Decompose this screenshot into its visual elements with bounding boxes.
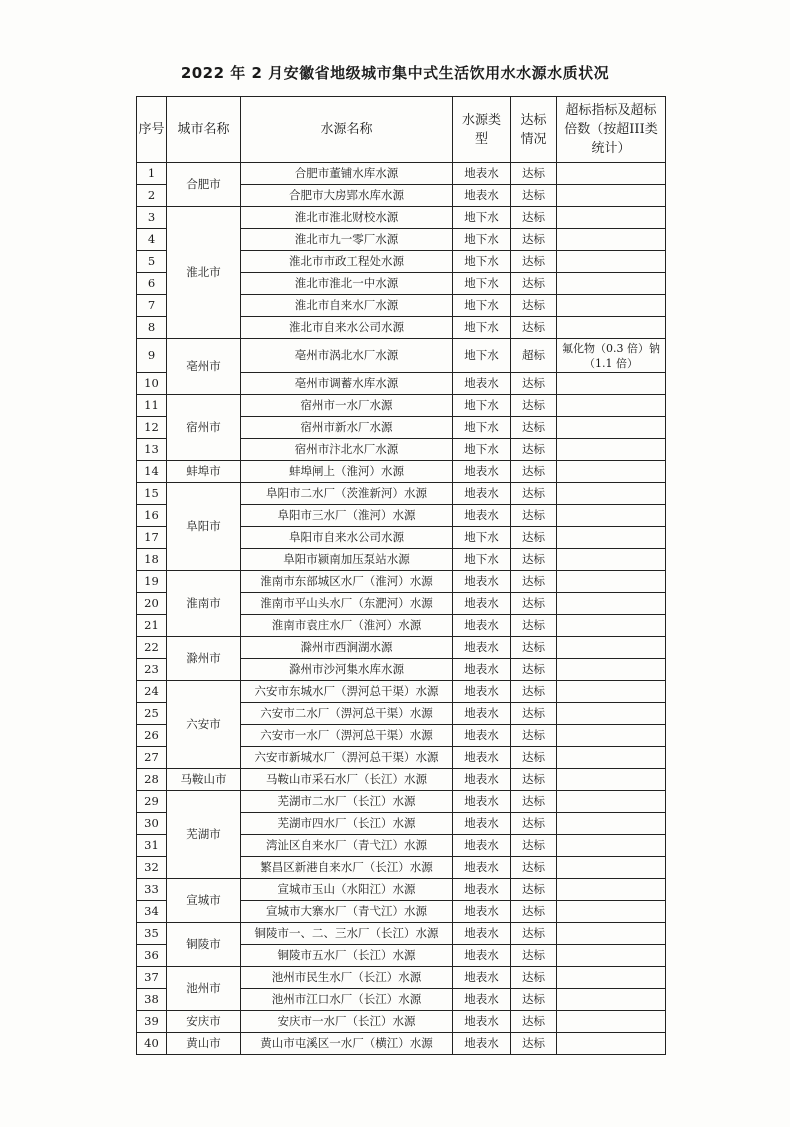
row-seq: 16	[137, 505, 167, 527]
source-type: 地表水	[453, 879, 511, 901]
source-name: 淮南市平山头水厂（东淝河）水源	[241, 593, 453, 615]
source-type: 地表水	[453, 923, 511, 945]
source-name: 六安市二水厂（淠河总干渠）水源	[241, 703, 453, 725]
row-seq: 10	[137, 373, 167, 395]
compliance-status: 达标	[511, 229, 557, 251]
row-seq: 25	[137, 703, 167, 725]
table-row	[137, 461, 666, 483]
exceed-indicator	[557, 505, 666, 527]
compliance-status: 达标	[511, 395, 557, 417]
compliance-status: 达标	[511, 857, 557, 879]
exceed-indicator	[557, 901, 666, 923]
compliance-status: 达标	[511, 945, 557, 967]
compliance-status: 达标	[511, 791, 557, 813]
row-seq: 8	[137, 317, 167, 339]
header-row	[137, 97, 666, 163]
compliance-status: 超标	[511, 339, 557, 373]
exceed-indicator	[557, 879, 666, 901]
table-row	[137, 879, 666, 901]
header-source: 水源名称	[241, 97, 453, 163]
exceed-indicator	[557, 395, 666, 417]
row-seq: 26	[137, 725, 167, 747]
source-name: 马鞍山市采石水厂（长江）水源	[241, 769, 453, 791]
row-seq: 9	[137, 339, 167, 373]
table-row	[137, 207, 666, 229]
header-seq: 序号	[137, 97, 167, 163]
exceed-indicator	[557, 273, 666, 295]
source-name: 繁昌区新港自来水厂（长江）水源	[241, 857, 453, 879]
exceed-indicator	[557, 207, 666, 229]
row-seq: 6	[137, 273, 167, 295]
compliance-status: 达标	[511, 1033, 557, 1055]
compliance-status: 达标	[511, 1011, 557, 1033]
compliance-status: 达标	[511, 317, 557, 339]
source-type: 地表水	[453, 615, 511, 637]
city-name: 铜陵市	[167, 923, 241, 967]
row-seq: 17	[137, 527, 167, 549]
row-seq: 27	[137, 747, 167, 769]
source-type: 地表水	[453, 703, 511, 725]
table-row	[137, 571, 666, 593]
row-seq: 12	[137, 417, 167, 439]
row-seq: 20	[137, 593, 167, 615]
table-row	[137, 483, 666, 505]
source-type: 地下水	[453, 417, 511, 439]
city-name: 宿州市	[167, 395, 241, 461]
row-seq: 40	[137, 1033, 167, 1055]
source-name: 阜阳市颍南加压泵站水源	[241, 549, 453, 571]
compliance-status: 达标	[511, 505, 557, 527]
city-name: 芜湖市	[167, 791, 241, 879]
table-row	[137, 967, 666, 989]
table-row	[137, 1011, 666, 1033]
compliance-status: 达标	[511, 185, 557, 207]
table-row	[137, 395, 666, 417]
source-name: 淮南市东部城区水厂（淮河）水源	[241, 571, 453, 593]
row-seq: 4	[137, 229, 167, 251]
exceed-indicator	[557, 769, 666, 791]
row-seq: 11	[137, 395, 167, 417]
source-type: 地下水	[453, 439, 511, 461]
row-seq: 21	[137, 615, 167, 637]
compliance-status: 达标	[511, 527, 557, 549]
row-seq: 32	[137, 857, 167, 879]
row-seq: 14	[137, 461, 167, 483]
source-name: 阜阳市三水厂（淮河）水源	[241, 505, 453, 527]
table-row	[137, 637, 666, 659]
header-city-label: 城市名称	[177, 122, 230, 137]
source-type: 地表水	[453, 185, 511, 207]
exceed-indicator	[557, 945, 666, 967]
source-type: 地下水	[453, 339, 511, 373]
city-name: 蚌埠市	[167, 461, 241, 483]
compliance-status: 达标	[511, 681, 557, 703]
compliance-status: 达标	[511, 163, 557, 185]
table-row	[137, 339, 666, 373]
row-seq: 1	[137, 163, 167, 185]
exceed-indicator	[557, 1011, 666, 1033]
source-name: 合肥市董铺水库水源	[241, 163, 453, 185]
source-name: 湾沚区自来水厂（青弋江）水源	[241, 835, 453, 857]
source-name: 宣城市大寨水厂（青弋江）水源	[241, 901, 453, 923]
source-name: 六安市新城水厂（淠河总干渠）水源	[241, 747, 453, 769]
source-name: 六安市东城水厂（淠河总干渠）水源	[241, 681, 453, 703]
compliance-status: 达标	[511, 461, 557, 483]
source-name: 淮北市淮北一中水源	[241, 273, 453, 295]
source-name: 池州市江口水厂（长江）水源	[241, 989, 453, 1011]
exceed-indicator	[557, 637, 666, 659]
row-seq: 23	[137, 659, 167, 681]
source-type: 地表水	[453, 461, 511, 483]
exceed-indicator	[557, 163, 666, 185]
header-type-label: 水源类型	[461, 112, 501, 147]
source-name: 滁州市西涧湖水源	[241, 637, 453, 659]
exceed-indicator	[557, 813, 666, 835]
city-name: 滁州市	[167, 637, 241, 681]
exceed-indicator: 氟化物（0.3 倍）钠（1.1 倍）	[557, 339, 666, 373]
exceed-indicator	[557, 373, 666, 395]
source-type: 地表水	[453, 989, 511, 1011]
source-name: 淮北市自来水公司水源	[241, 317, 453, 339]
source-type: 地表水	[453, 163, 511, 185]
page-title: 2022 年 2 月安徽省地级城市集中式生活饮用水水源水质状况	[180, 64, 610, 82]
city-name: 池州市	[167, 967, 241, 1011]
exceed-indicator	[557, 549, 666, 571]
source-name: 宣城市玉山（水阳江）水源	[241, 879, 453, 901]
source-type: 地下水	[453, 229, 511, 251]
source-type: 地表水	[453, 373, 511, 395]
source-type: 地表水	[453, 483, 511, 505]
exceed-indicator	[557, 703, 666, 725]
exceed-indicator	[557, 857, 666, 879]
source-type: 地表水	[453, 593, 511, 615]
source-type: 地表水	[453, 681, 511, 703]
city-name: 六安市	[167, 681, 241, 769]
exceed-indicator	[557, 185, 666, 207]
source-name: 六安市一水厂（淠河总干渠）水源	[241, 725, 453, 747]
compliance-status: 达标	[511, 483, 557, 505]
source-type: 地下水	[453, 273, 511, 295]
header-status	[511, 97, 557, 163]
table-row	[137, 769, 666, 791]
row-seq: 31	[137, 835, 167, 857]
row-seq: 19	[137, 571, 167, 593]
city-name: 合肥市	[167, 163, 241, 207]
row-seq: 39	[137, 1011, 167, 1033]
table-row	[137, 1033, 666, 1055]
source-name: 芜湖市四水厂（长江）水源	[241, 813, 453, 835]
compliance-status: 达标	[511, 879, 557, 901]
compliance-status: 达标	[511, 769, 557, 791]
table-row	[137, 163, 666, 185]
source-name: 阜阳市二水厂（茨淮新河）水源	[241, 483, 453, 505]
compliance-status: 达标	[511, 207, 557, 229]
source-name: 宿州市汴北水厂水源	[241, 439, 453, 461]
row-seq: 22	[137, 637, 167, 659]
source-type: 地下水	[453, 527, 511, 549]
source-name: 淮南市袁庄水厂（淮河）水源	[241, 615, 453, 637]
source-type: 地表水	[453, 901, 511, 923]
compliance-status: 达标	[511, 637, 557, 659]
source-name: 合肥市大房郢水库水源	[241, 185, 453, 207]
city-name: 亳州市	[167, 339, 241, 395]
compliance-status: 达标	[511, 615, 557, 637]
source-type: 地表水	[453, 725, 511, 747]
source-name: 铜陵市一、二、三水厂（长江）水源	[241, 923, 453, 945]
source-type: 地表水	[453, 659, 511, 681]
water-quality-table	[136, 96, 666, 1055]
row-seq: 29	[137, 791, 167, 813]
source-type: 地表水	[453, 747, 511, 769]
exceed-indicator	[557, 593, 666, 615]
header-exceed-label: 超标指标及超标倍数（按超III类统计）	[564, 103, 658, 156]
row-seq: 37	[137, 967, 167, 989]
row-seq: 30	[137, 813, 167, 835]
source-name: 铜陵市五水厂（长江）水源	[241, 945, 453, 967]
source-name: 淮北市九一零厂水源	[241, 229, 453, 251]
table-row	[137, 923, 666, 945]
compliance-status: 达标	[511, 901, 557, 923]
source-type: 地下水	[453, 317, 511, 339]
exceed-indicator	[557, 923, 666, 945]
compliance-status: 达标	[511, 439, 557, 461]
compliance-status: 达标	[511, 659, 557, 681]
row-seq: 35	[137, 923, 167, 945]
source-name: 蚌埠闸上（淮河）水源	[241, 461, 453, 483]
compliance-status: 达标	[511, 813, 557, 835]
compliance-status: 达标	[511, 549, 557, 571]
row-seq: 28	[137, 769, 167, 791]
table-row	[137, 681, 666, 703]
source-name: 淮北市自来水厂水源	[241, 295, 453, 317]
table-body	[137, 163, 666, 1055]
source-type: 地表水	[453, 637, 511, 659]
city-name: 阜阳市	[167, 483, 241, 571]
source-type: 地表水	[453, 967, 511, 989]
row-seq: 33	[137, 879, 167, 901]
city-name: 马鞍山市	[167, 769, 241, 791]
exceed-indicator	[557, 681, 666, 703]
compliance-status: 达标	[511, 703, 557, 725]
city-name: 淮南市	[167, 571, 241, 637]
row-seq: 2	[137, 185, 167, 207]
exceed-indicator	[557, 229, 666, 251]
row-seq: 36	[137, 945, 167, 967]
row-seq: 7	[137, 295, 167, 317]
source-name: 阜阳市自来水公司水源	[241, 527, 453, 549]
compliance-status: 达标	[511, 725, 557, 747]
exceed-indicator	[557, 439, 666, 461]
city-name: 安庆市	[167, 1011, 241, 1033]
header-type	[453, 97, 511, 163]
compliance-status: 达标	[511, 835, 557, 857]
row-seq: 15	[137, 483, 167, 505]
exceed-indicator	[557, 967, 666, 989]
row-seq: 3	[137, 207, 167, 229]
exceed-indicator	[557, 835, 666, 857]
row-seq: 5	[137, 251, 167, 273]
source-type: 地表水	[453, 791, 511, 813]
compliance-status: 达标	[511, 273, 557, 295]
exceed-indicator	[557, 571, 666, 593]
source-type: 地下水	[453, 295, 511, 317]
exceed-indicator	[557, 1033, 666, 1055]
source-type: 地表水	[453, 945, 511, 967]
exceed-indicator	[557, 791, 666, 813]
row-seq: 13	[137, 439, 167, 461]
compliance-status: 达标	[511, 989, 557, 1011]
source-name: 安庆市一水厂（长江）水源	[241, 1011, 453, 1033]
exceed-indicator	[557, 317, 666, 339]
source-type: 地表水	[453, 505, 511, 527]
row-seq: 34	[137, 901, 167, 923]
exceed-indicator	[557, 417, 666, 439]
exceed-indicator	[557, 659, 666, 681]
source-type: 地表水	[453, 813, 511, 835]
exceed-indicator	[557, 747, 666, 769]
row-seq: 24	[137, 681, 167, 703]
exceed-indicator	[557, 527, 666, 549]
row-seq: 18	[137, 549, 167, 571]
exceed-indicator	[557, 989, 666, 1011]
source-name: 淮北市市政工程处水源	[241, 251, 453, 273]
header-status-label: 达标情况	[520, 112, 547, 147]
source-type: 地下水	[453, 251, 511, 273]
city-name: 淮北市	[167, 207, 241, 339]
source-type: 地表水	[453, 571, 511, 593]
exceed-indicator	[557, 483, 666, 505]
source-name: 淮北市淮北财校水源	[241, 207, 453, 229]
source-type: 地表水	[453, 769, 511, 791]
exceed-indicator	[557, 615, 666, 637]
source-type: 地表水	[453, 835, 511, 857]
compliance-status: 达标	[511, 571, 557, 593]
compliance-status: 达标	[511, 295, 557, 317]
source-name: 池州市民生水厂（长江）水源	[241, 967, 453, 989]
exceed-indicator	[557, 725, 666, 747]
source-name: 宿州市一水厂水源	[241, 395, 453, 417]
compliance-status: 达标	[511, 373, 557, 395]
city-name: 宣城市	[167, 879, 241, 923]
source-name: 芜湖市二水厂（长江）水源	[241, 791, 453, 813]
source-name: 亳州市涡北水厂水源	[241, 339, 453, 373]
exceed-indicator	[557, 461, 666, 483]
exceed-indicator	[557, 295, 666, 317]
compliance-status: 达标	[511, 251, 557, 273]
source-type: 地表水	[453, 1033, 511, 1055]
source-name: 滁州市沙河集水库水源	[241, 659, 453, 681]
table-row	[137, 791, 666, 813]
source-name: 宿州市新水厂水源	[241, 417, 453, 439]
source-type: 地下水	[453, 395, 511, 417]
source-name: 黄山市屯溪区一水厂（横江）水源	[241, 1033, 453, 1055]
row-seq: 38	[137, 989, 167, 1011]
source-type: 地下水	[453, 549, 511, 571]
compliance-status: 达标	[511, 923, 557, 945]
compliance-status: 达标	[511, 967, 557, 989]
compliance-status: 达标	[511, 747, 557, 769]
source-type: 地表水	[453, 1011, 511, 1033]
header-city	[167, 97, 241, 163]
header-exceed	[557, 97, 666, 163]
compliance-status: 达标	[511, 417, 557, 439]
source-type: 地表水	[453, 857, 511, 879]
source-name: 亳州市调蓄水库水源	[241, 373, 453, 395]
exceed-indicator	[557, 251, 666, 273]
city-name: 黄山市	[167, 1033, 241, 1055]
source-type: 地下水	[453, 207, 511, 229]
compliance-status: 达标	[511, 593, 557, 615]
